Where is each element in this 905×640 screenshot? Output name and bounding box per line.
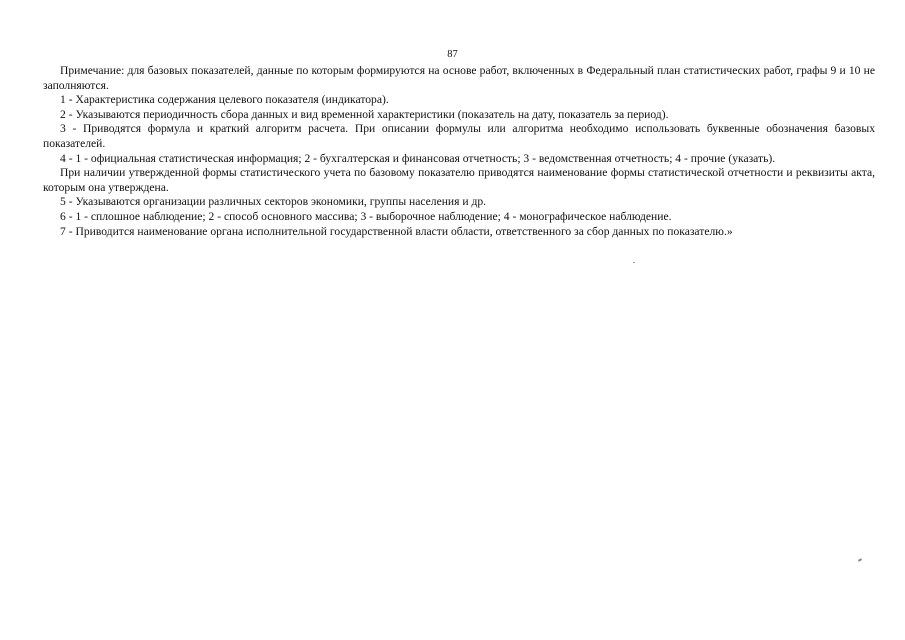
note-6: 6 - 1 - сплошное наблюдение; 2 - способ основного массива; 3 - выборочное наблюдение; 4 - монографическое наблюдение.: [60, 209, 672, 223]
note-4: 4 - 1 - официальная статистическая информация; 2 - бухгалтерская и финансовая отчетность; 3 - ведомственная отчетность; 4 - прочие (указать).: [60, 151, 776, 165]
notes-block: [43, 64, 875, 239]
note-general: Примечание: для базовых показателей, данные по которым формируются на основе работ, включенных в Федеральный план статистических работ, графы 9 и 10 не заполняются.: [43, 64, 875, 92]
note-2: 2 - Указываются периодичность сбора данных и вид временной характеристики (показатель на дату, показатель за период).: [60, 107, 669, 121]
note-4-addendum: При наличии утвержденной формы статистического учета по базовому показателю приводятся наименование формы статистической отчетности и реквизиты акта, которым она утверждена.: [43, 166, 875, 194]
note-3: 3 - Приводятся формула и краткий алгоритм расчета. При описании формулы или алгоритма необходимо использовать буквенные обозначения базовых показателей.: [43, 122, 875, 150]
note-5: 5 - Указываются организации различных секторов экономики, группы населения и др.: [60, 195, 487, 209]
page-number: 87: [447, 49, 458, 60]
note-7: 7 - Приводится наименование органа исполнительной государственной власти области, ответственного за сбор данных по показателю.»: [60, 224, 733, 238]
scan-speck: [858, 558, 862, 562]
scan-speck: [633, 262, 635, 263]
note-1: 1 - Характеристика содержания целевого показателя (индикатора).: [60, 93, 389, 107]
